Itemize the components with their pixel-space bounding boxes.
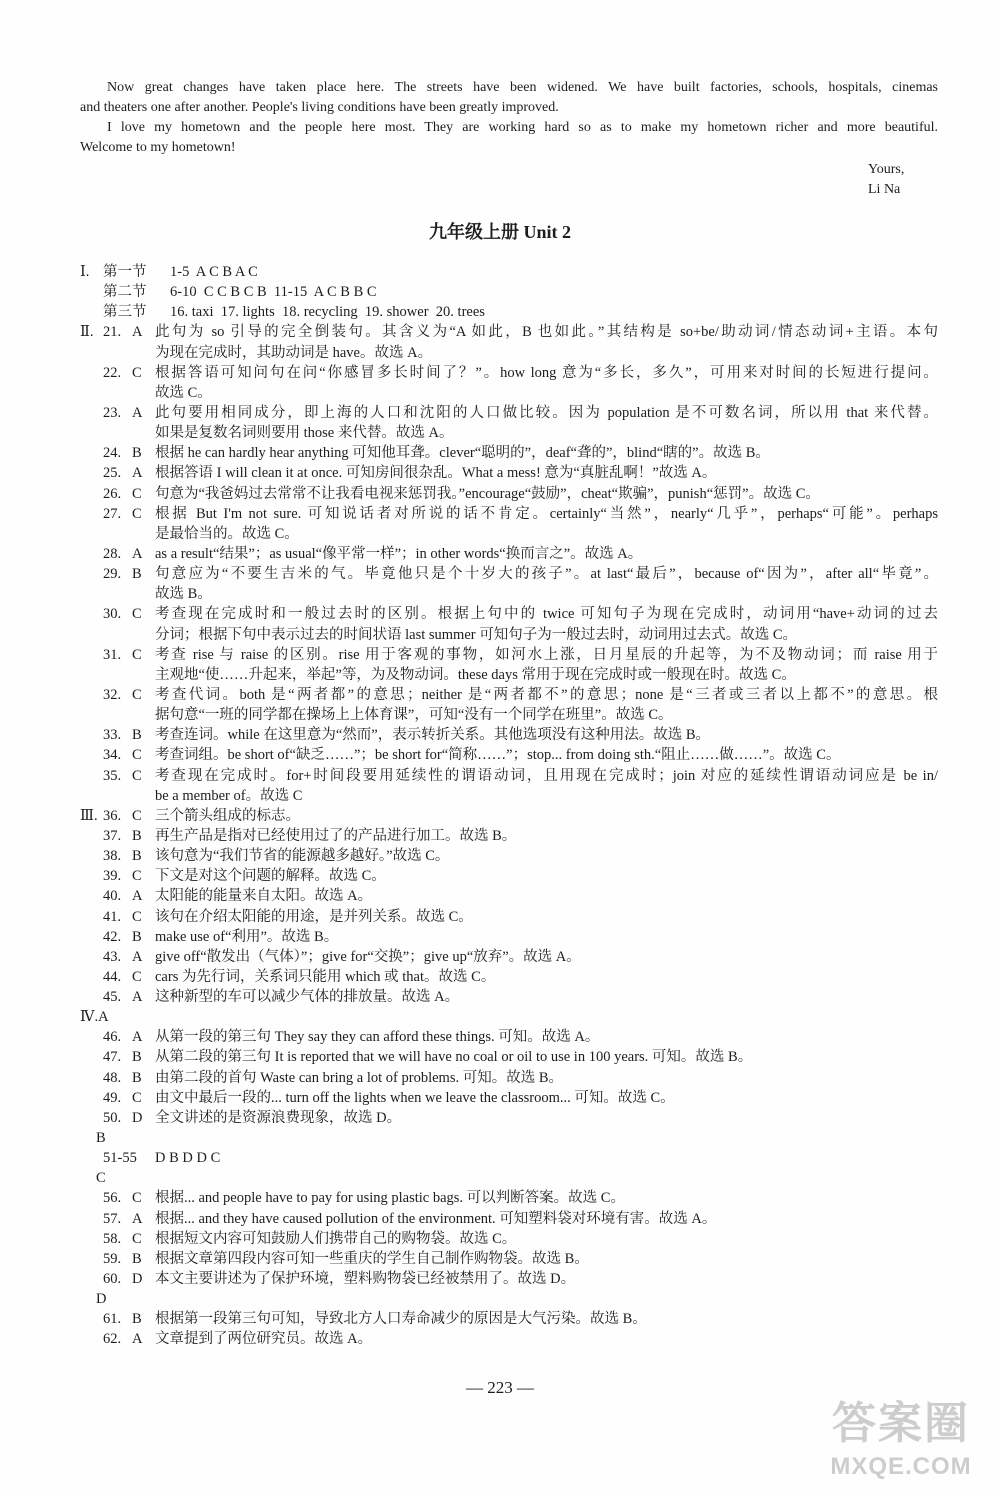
subsection-label: 第二节	[103, 284, 147, 301]
explanation-line: 此句为 so 引导的完全倒装句。其含义为“A 如此，B 也如此。”其结构是 so+be/助动词/情态动词+主语。本句	[155, 324, 938, 341]
answer-row	[80, 524, 938, 544]
answer-row	[80, 1329, 938, 1349]
answer-row	[80, 544, 938, 564]
answer-row	[80, 1188, 938, 1208]
answer-letter: B	[132, 1311, 142, 1328]
answer-row	[80, 1229, 938, 1249]
answer-letter: B	[132, 1250, 142, 1267]
answer-letter: A	[132, 989, 143, 1006]
answer-row	[80, 1128, 938, 1148]
answer-letter: B	[132, 848, 142, 865]
answer-row	[80, 886, 938, 906]
answer-row	[80, 564, 938, 584]
answer-row	[80, 1148, 938, 1168]
answer-row	[80, 1108, 938, 1128]
question-number: 29.	[103, 566, 122, 583]
letter-line: Now great changes have taken place here. The streets have been widened. We have built factories, schools, hospitals, cinemas	[107, 80, 938, 95]
explanation-line: 根据文章第四段内容可知一些重庆的学生自己制作购物袋。故选 B。	[155, 1250, 589, 1267]
answer-letter: D	[132, 1271, 143, 1288]
answer-letter: A	[132, 888, 143, 905]
explanation-line: 该句意为“我们节省的能源越多越好。”故选 C。	[155, 848, 450, 865]
explanation-line: 下文是对这个问题的解释。故选 C。	[155, 868, 386, 885]
letter-line: Welcome to my hometown!	[80, 140, 236, 155]
answer-letter: A	[132, 1029, 143, 1046]
question-number: 57.	[103, 1210, 122, 1227]
explanation-line: 从第二段的第三句 It is reported that we will have no coal or oil to use in 100 years. 可知。故选 B。	[155, 1049, 753, 1066]
explanation-line: 考查现在完成时。for+时间段要用延续性的谓语动词，且用现在完成时；join 对应的延续性谓语动词应是 be in/	[155, 767, 938, 784]
question-number: 46.	[103, 1029, 122, 1046]
explanation-line: make use of“利用”。故选 B。	[155, 928, 339, 945]
answer-row	[80, 423, 938, 443]
answer-row	[80, 343, 938, 363]
answer-row	[80, 907, 938, 927]
question-number: 50.	[103, 1109, 122, 1126]
answer-row	[80, 463, 938, 483]
answer-letter: C	[132, 505, 142, 522]
answer-letter: B	[132, 727, 142, 744]
roman-numeral: Ⅱ.	[80, 324, 94, 341]
page-number: — 223 —	[466, 1378, 534, 1397]
letter-line: I love my hometown and the people here most. They are working hard so as to make my hometown richer and more beautiful.	[107, 120, 938, 135]
answer-letter: A	[132, 324, 143, 341]
answer-letter: C	[132, 868, 142, 885]
explanation-line: 由第二段的首句 Waste can bring a lot of problems. 可知。故选 B。	[155, 1069, 564, 1086]
question-number: 39.	[103, 868, 122, 885]
answer-row	[80, 927, 938, 947]
answer-row	[80, 1289, 938, 1309]
answer-row	[80, 584, 938, 604]
subsection-label: 第三节	[103, 304, 147, 321]
explanation-line: 考查代词。both 是“两者都”的意思；neither 是“两者都不”的意思；none 是“三者或三者以上都不”的意思。根	[155, 686, 938, 703]
answer-row	[80, 826, 938, 846]
letter-signature: Li Na	[868, 182, 901, 197]
answer-row	[80, 484, 938, 504]
answer-row	[80, 1027, 938, 1047]
answer-row	[80, 1269, 938, 1289]
answer-row	[80, 625, 938, 645]
question-number: 40.	[103, 888, 122, 905]
question-number: 22.	[103, 364, 122, 381]
explanation-line: 句意为“我爸妈过去常常不让我看电视来惩罚我。”encourage“鼓励”，cheat“欺骗”，punish“惩罚”。故选 C。	[155, 485, 820, 502]
question-number: 25.	[103, 465, 122, 482]
question-number: 21.	[103, 324, 122, 341]
explanation-line: 考查连词。while 在这里意为“然而”，表示转折关系。其他选项没有这种用法。故选 B。	[155, 727, 711, 744]
answer-row	[80, 443, 938, 463]
answer-range: 51-55	[103, 1150, 137, 1167]
answer-letter: A	[132, 404, 143, 421]
answer-row	[80, 504, 938, 524]
question-number: 44.	[103, 968, 122, 985]
answer-row	[80, 866, 938, 886]
answer-row	[80, 987, 938, 1007]
letter-line: and theaters one after another. People's living conditions have been greatly improved.	[80, 100, 559, 115]
answer-row	[80, 846, 938, 866]
answer-row	[80, 947, 938, 967]
roman-numeral: Ⅳ.	[80, 1009, 99, 1026]
watermark	[816, 1396, 986, 1482]
answer-row	[80, 1209, 938, 1229]
question-number: 31.	[103, 646, 122, 663]
watermark-site: MXQE.COM	[830, 1453, 972, 1480]
explanation-line: 分词；根据下句中表示过去的时间状语 last summer 可知句子为一般过去时，动词用过去式。故选 C。	[155, 626, 798, 643]
explanation-line: 文章提到了两位研究员。故选 A。	[155, 1331, 373, 1348]
watermark-logo: 答案圈	[832, 1398, 970, 1449]
explanation-line: 据句意“一班的同学都在操场上上体育课”，可知“没有一个同学在班里”。故选 C。	[155, 707, 673, 724]
question-number: 62.	[103, 1331, 122, 1348]
question-number: 27.	[103, 505, 122, 522]
question-number: 35.	[103, 767, 122, 784]
answer-letter: C	[132, 807, 142, 824]
answer-sequence: D B D D C	[155, 1150, 221, 1167]
question-number: 26.	[103, 485, 122, 502]
answer-letter: C	[132, 646, 142, 663]
explanation-line: 句意应为“不要生吉米的气。毕竟他只是个十岁大的孩子”。at last“最后”，because of“因为”，after all“毕竟”。	[155, 566, 938, 583]
explanation-line: 主观地“使……升起来，举起”等，为及物动词。these days 常用于现在完成时或一般现在时。故选 C。	[155, 666, 796, 683]
explanation-line: 考查 rise 与 raise 的区别。rise 用于客观的事物，如河水上涨，日月星辰的升起等，为不及物动词；而 raise 用于	[155, 646, 938, 663]
question-number: 48.	[103, 1069, 122, 1086]
question-number: 23.	[103, 404, 122, 421]
roman-numeral: Ⅰ.	[80, 264, 90, 280]
subsection-answers: 6-10 C C B C B 11-15 A C B B C	[170, 284, 377, 301]
answer-letter: A	[132, 948, 143, 965]
explanation-line: 根据 he can hardly hear anything 可知他耳聋。clever“聪明的”，deaf“聋的”，blind“瞎的”。故选 B。	[155, 445, 770, 462]
explanation-line: be a member of。故选 C	[155, 787, 303, 804]
answer-row	[80, 786, 938, 806]
answer-row	[80, 806, 938, 826]
explanation-line: 全文讲述的是资源浪费现象，故选 D。	[155, 1109, 402, 1126]
answer-key	[80, 262, 938, 1350]
question-number: 60.	[103, 1271, 122, 1288]
question-number: 38.	[103, 848, 122, 865]
explanation-line: 是最恰当的。故选 C。	[155, 525, 299, 542]
answer-letter: C	[132, 908, 142, 925]
answer-letter: C	[132, 968, 142, 985]
question-number: 43.	[103, 948, 122, 965]
explanation-line: 故选 B。	[155, 586, 212, 603]
unit-title: 九年级上册 Unit 2	[428, 222, 571, 242]
explanation-line: 太阳能的能量来自太阳。故选 A。	[155, 888, 373, 905]
answer-letter: C	[132, 747, 142, 764]
answer-letter: C	[132, 606, 142, 623]
subsection-answers: 1-5 A C B A C	[170, 264, 258, 280]
question-number: 41.	[103, 908, 122, 925]
explanation-line: 这种新型的车可以减少气体的排放量。故选 A。	[155, 989, 460, 1006]
explanation-line: 根据第一段第三句可知，导致北方人口寿命减少的原因是大气污染。故选 B。	[155, 1311, 647, 1328]
explanation-line: 如果是复数名词则要用 those 来代替。故选 A。	[155, 425, 454, 442]
roman-group-heading	[80, 1007, 109, 1027]
question-number: 45.	[103, 989, 122, 1006]
explanation-line: 三个箭头组成的标志。	[155, 807, 300, 824]
question-number: 36.	[103, 807, 122, 824]
answer-letter: C	[132, 1230, 142, 1247]
answer-row	[80, 302, 938, 322]
answer-letter: C	[132, 686, 142, 703]
explanation-line: give off“散发出（气体）”；give for“交换”；give up“放弃”。故选 A。	[155, 948, 581, 965]
group-label: B	[96, 1130, 106, 1147]
answer-letter: C	[132, 1190, 142, 1207]
explanation-line: 根据答语可知问句在问“你感冒多长时间了？”。how long 意为“多长，多久”，可用来对时间的长短进行提问。	[155, 364, 938, 381]
question-number: 28.	[103, 545, 122, 562]
question-number: 47.	[103, 1049, 122, 1066]
question-number: 42.	[103, 928, 122, 945]
explanation-line: 故选 C。	[155, 384, 212, 401]
explanation-line: 本文主要讲述为了保护环境，塑料购物袋已经被禁用了。故选 D。	[155, 1271, 576, 1288]
answer-row	[80, 705, 938, 725]
subsection-answers: 16. taxi 17. lights 18. recycling 19. shower 20. trees	[170, 304, 485, 321]
answer-row	[80, 1068, 938, 1088]
answer-letter: A	[132, 465, 143, 482]
answer-row	[80, 262, 938, 282]
explanation-line: 根据... and they have caused pollution of the environment. 可知塑料袋对环境有害。故选 A。	[155, 1210, 717, 1227]
answer-letter: B	[132, 1049, 142, 1066]
explanation-line: as a result“结果”；as usual“像平常一样”；in other words“换而言之”。故选 A。	[155, 545, 643, 562]
answer-letter: A	[132, 1210, 143, 1227]
explanation-line: cars 为先行词，关系词只能用 which 或 that。故选 C。	[155, 968, 496, 985]
answer-row	[80, 1007, 938, 1027]
explanation-line: 考查词组。be short of“缺乏……”；be short for“简称……”；stop... from doing sth.“阻止……做……”。故选 C。	[155, 747, 841, 764]
answer-row	[80, 665, 938, 685]
answer-row	[80, 282, 938, 302]
answer-row	[80, 383, 938, 403]
answer-row	[80, 766, 938, 786]
explanation-line: 由文中最后一段的... turn off the lights when we leave the classroom... 可知。故选 C。	[155, 1089, 675, 1106]
explanation-line: 从第一段的第三句 They say they can afford these things. 可知。故选 A。	[155, 1029, 600, 1046]
answer-letter: C	[132, 1089, 142, 1106]
explanation-line: 为现在完成时，其助动词是 have。故选 A。	[155, 344, 433, 361]
answer-letter: B	[132, 445, 142, 462]
answer-letter: D	[132, 1109, 143, 1126]
answer-letter: A	[132, 545, 143, 562]
group-label: C	[96, 1170, 106, 1187]
question-number: 34.	[103, 747, 122, 764]
question-number: 32.	[103, 686, 122, 703]
answer-row	[80, 1088, 938, 1108]
answer-row	[80, 645, 938, 665]
explanation-line: 此句要用相同成分，即上海的人口和沈阳的人口做比较。因为 population 是不可数名词，所以用 that 来代替。	[155, 404, 938, 421]
closing-phrase: Yours,	[868, 162, 905, 177]
answer-letter: B	[132, 827, 142, 844]
question-number: 24.	[103, 445, 122, 462]
explanation-line: 根据短文内容可知鼓励人们携带自己的购物袋。故选 C。	[155, 1230, 517, 1247]
question-number: 58.	[103, 1230, 122, 1247]
group-label: D	[96, 1291, 107, 1308]
question-number: 33.	[103, 727, 122, 744]
answer-row	[80, 604, 938, 624]
answer-row	[80, 685, 938, 705]
answer-row	[80, 322, 938, 342]
explanation-line: 根据答语 I will clean it at once. 可知房间很杂乱。What a mess! 意为“真脏乱啊！”故选 A。	[155, 465, 717, 482]
answer-row	[80, 1309, 938, 1329]
answer-row	[80, 1047, 938, 1067]
question-number: 37.	[103, 827, 122, 844]
letter-closing	[868, 160, 904, 200]
question-number: 61.	[103, 1311, 122, 1328]
answer-letter: B	[132, 928, 142, 945]
answer-row	[80, 363, 938, 383]
question-number: 30.	[103, 606, 122, 623]
answer-letter: B	[132, 1069, 142, 1086]
explanation-line: 根据 But I'm not sure. 可知说话者对所说的话不肯定。certainly“当然”，nearly“几乎”，perhaps“可能”。perhaps	[155, 505, 938, 522]
explanation-line: 考查现在完成时和一般过去时的区别。根据上句中的 twice 可知句子为现在完成时，动词用“have+动词的过去	[155, 606, 938, 623]
roman-numeral: Ⅲ.	[80, 807, 98, 824]
question-number: 56.	[103, 1190, 122, 1207]
letter-body	[80, 78, 938, 158]
answer-row	[80, 403, 938, 423]
answer-letter: B	[132, 566, 142, 583]
answer-letter: C	[132, 485, 142, 502]
subsection-label: 第一节	[103, 264, 147, 280]
explanation-line: 再生产品是指对已经使用过了的产品进行加工。故选 B。	[155, 827, 517, 844]
explanation-line: 根据... and people have to pay for using plastic bags. 可以判断答案。故选 C。	[155, 1190, 625, 1207]
question-number: 49.	[103, 1089, 122, 1106]
answer-row	[80, 967, 938, 987]
explanation-line: 该句在介绍太阳能的用途，是并列关系。故选 C。	[155, 908, 473, 925]
answer-row	[80, 745, 938, 765]
answer-letter: C	[132, 767, 142, 784]
answer-row	[80, 1168, 938, 1188]
answer-row	[80, 725, 938, 745]
group-label: A	[98, 1009, 109, 1026]
answer-letter: C	[132, 364, 142, 381]
answer-letter: A	[132, 1331, 143, 1348]
question-number: 59.	[103, 1250, 122, 1267]
answer-row	[80, 1249, 938, 1269]
